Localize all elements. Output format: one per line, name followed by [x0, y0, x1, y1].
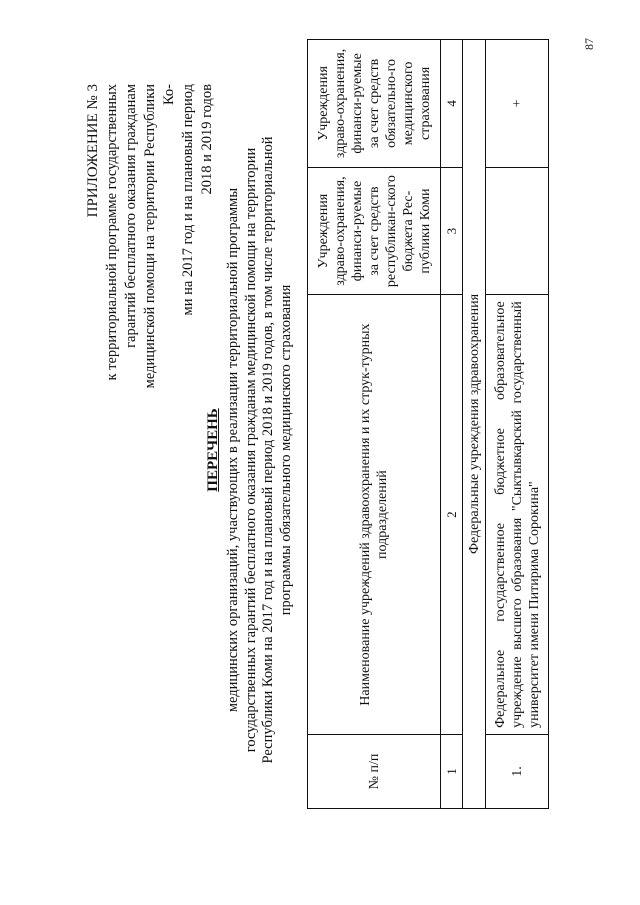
- table-header-row: [308, 40, 441, 809]
- section-row: [463, 40, 486, 809]
- subtitle-line: программы обязательного медицинского страхования: [277, 284, 294, 616]
- page-number: 87: [582, 38, 596, 50]
- appendix-line: 2018 и 2019 годов: [199, 84, 215, 195]
- republic-budget-mark: [486, 167, 549, 294]
- document-subtitle: [225, 85, 295, 815]
- header-number: № п/п: [308, 734, 441, 808]
- oms-mark: +: [486, 40, 549, 168]
- header-name: Наименование учреждений здравоохранения и их струк-турных подразделений: [308, 295, 441, 735]
- subtitle-line: государственных гарантий бесплатного оказания гражданам медицинской помощи на территории: [242, 147, 259, 753]
- document-title: ПЕРЕЧЕНЬ: [205, 408, 221, 492]
- header-oms: Учреждения здраво-охранения, финанси-руемые за счет средств обязательно-го медицинского страхования: [308, 40, 441, 168]
- subtitle-line: Республики Коми на 2017 год и на плановый период 2018 и 2019 годов, в том числе территориальной: [260, 136, 276, 764]
- organizations-table: [307, 39, 549, 809]
- appendix-block: [84, 84, 217, 404]
- appendix-line: ми на 2017 год и на плановый период: [180, 84, 196, 316]
- appendix-line: к территориальной программе государственных: [104, 84, 120, 381]
- row-number: 1.: [486, 734, 549, 808]
- appendix-heading: ПРИЛОЖЕНИЕ № 3: [85, 84, 101, 218]
- column-number: 3: [441, 167, 463, 294]
- header-republic-budget: Учреждения здраво-охранения, финанси-руемые за счет средств республикан-ского бюджета Рес-публики Коми: [308, 167, 441, 294]
- column-number: 1: [441, 734, 463, 808]
- column-number: 4: [441, 40, 463, 168]
- organization-name: Федеральное государственное бюджетное образовательное учреждение высшего образования "Сыктывкарский государственный университет имени Питирима Сорокина": [486, 295, 549, 735]
- table-row: [486, 40, 549, 809]
- column-number-row: [441, 40, 463, 809]
- subtitle-line: медицинских организаций, участвующих в реализации территориальной программы: [225, 187, 241, 713]
- column-number: 2: [441, 295, 463, 735]
- appendix-line: медицинской помощи на территории Республики Ко-: [142, 84, 177, 389]
- appendix-line: гарантий бесплатного оказания гражданам: [123, 84, 139, 348]
- section-title: Федеральные учреждения здравоохранения: [463, 40, 486, 809]
